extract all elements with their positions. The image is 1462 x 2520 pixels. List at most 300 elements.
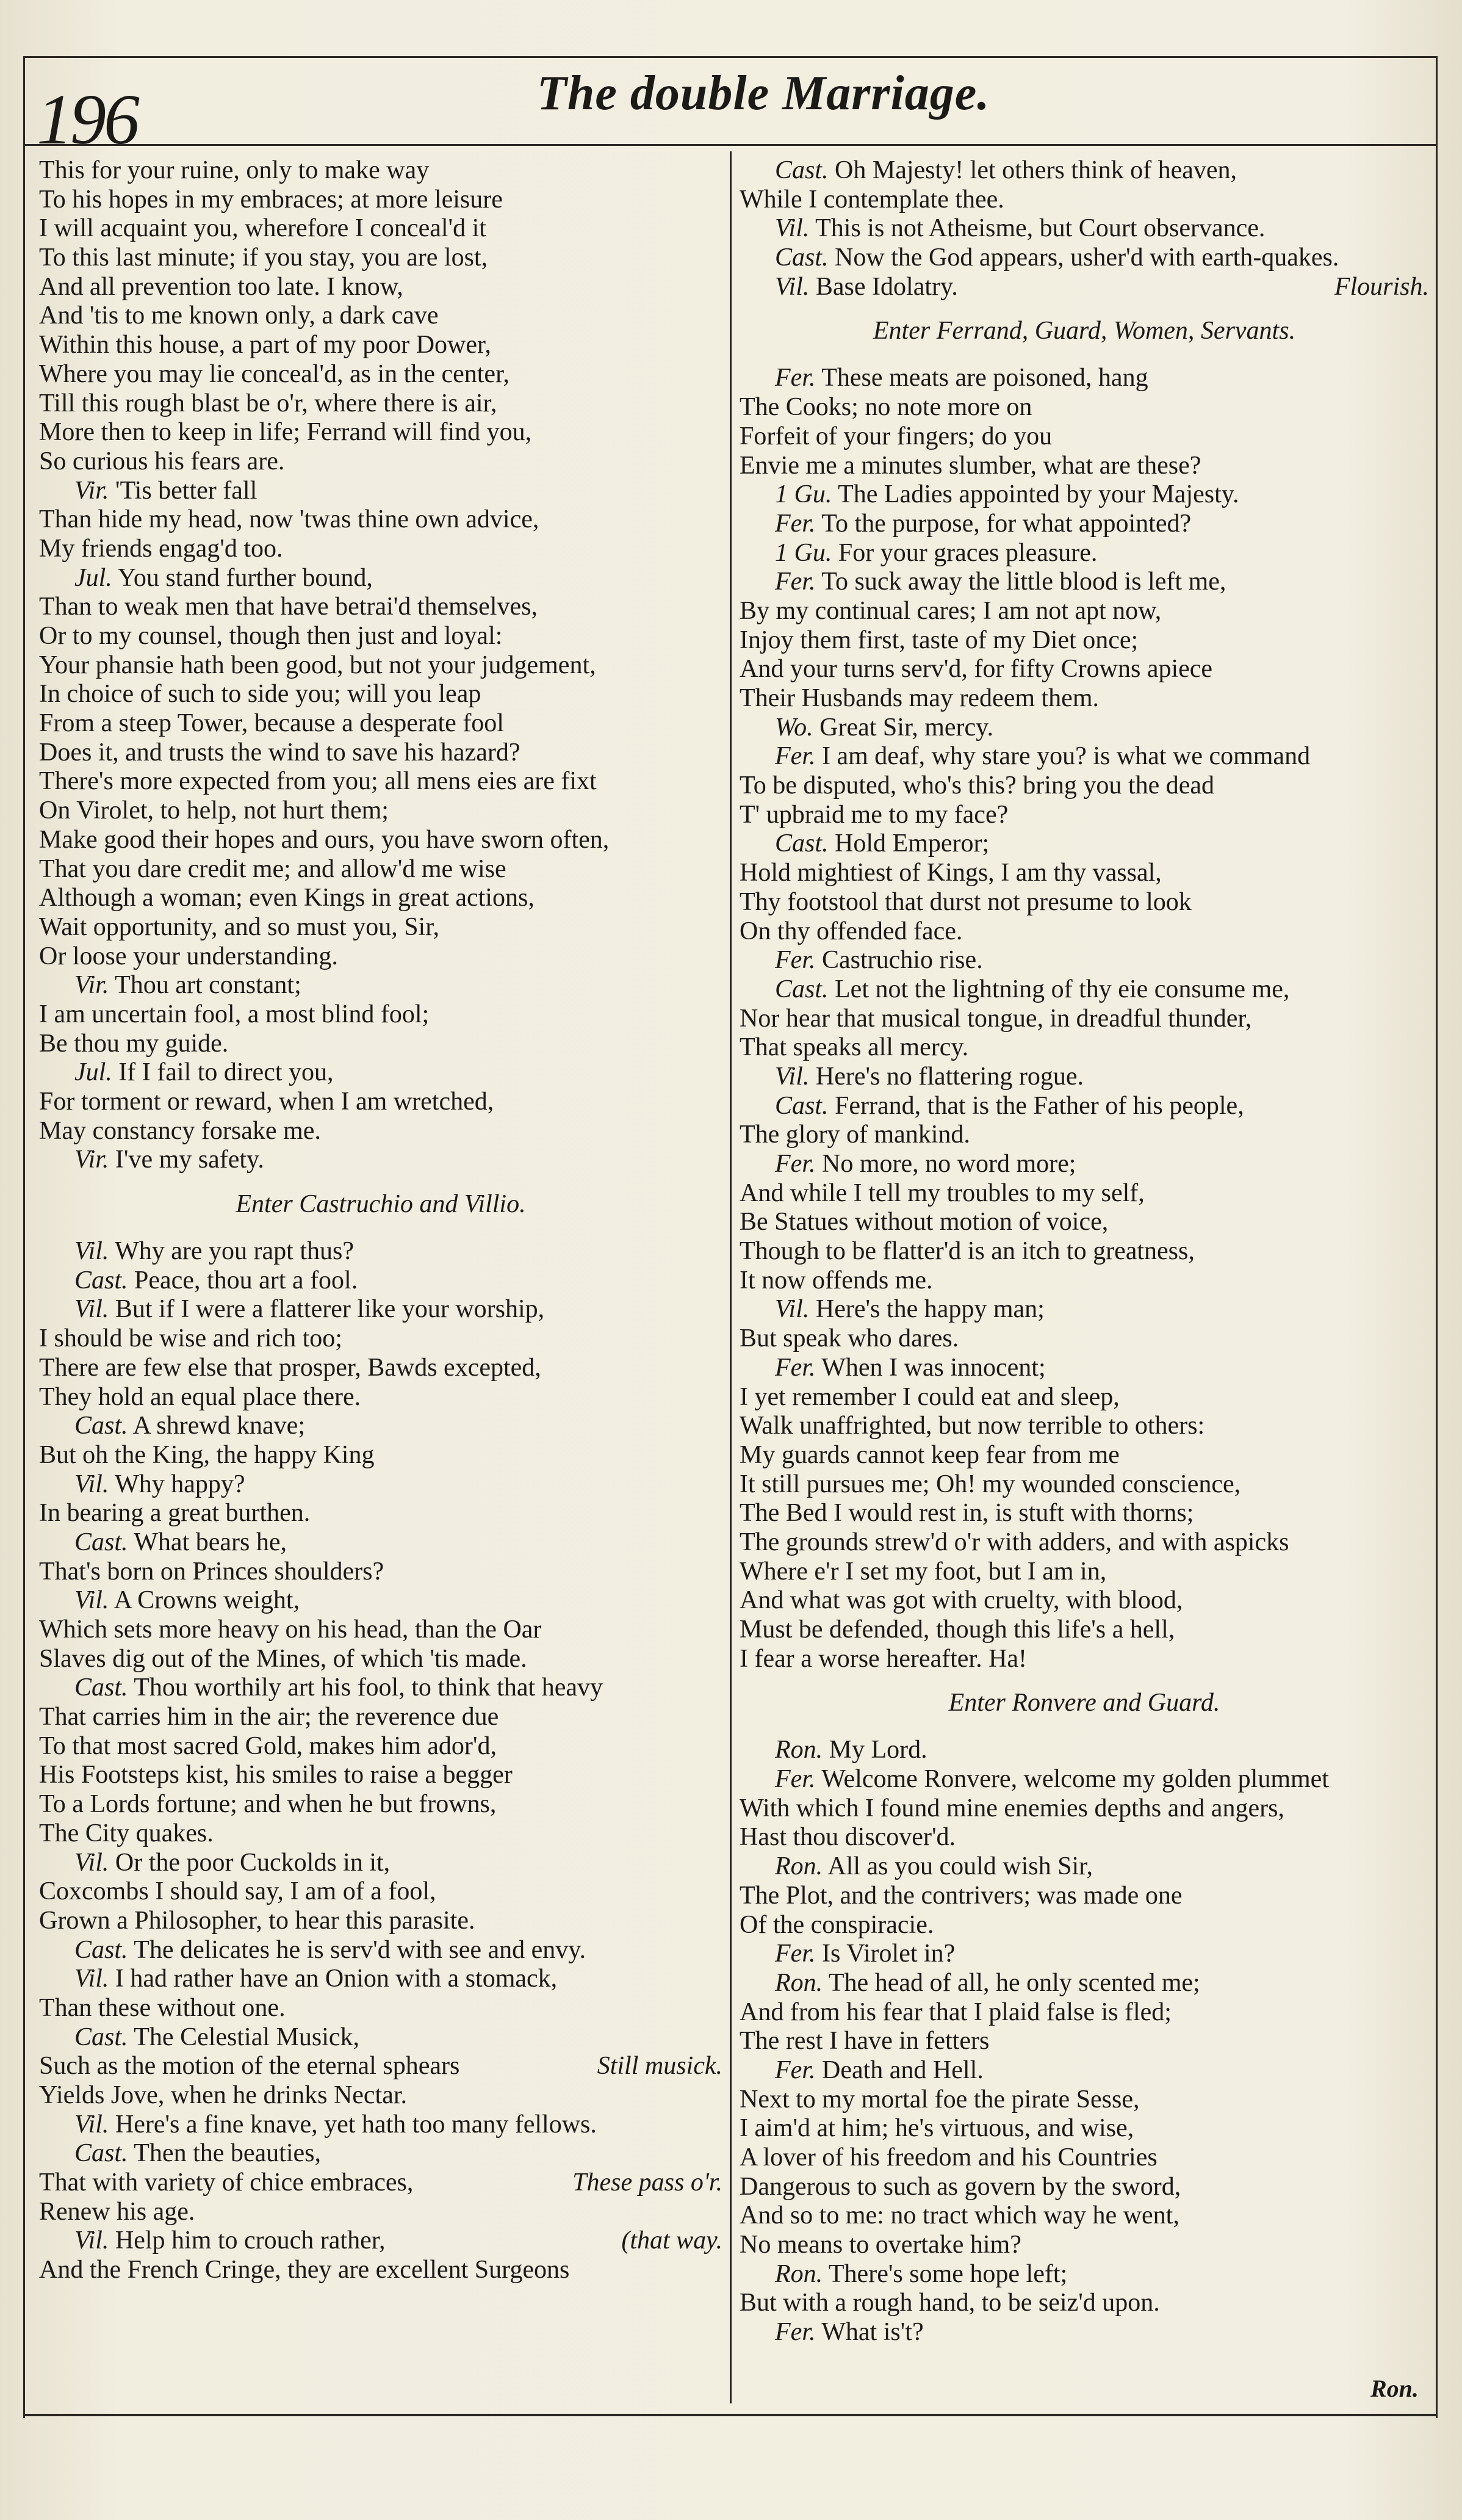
verse-line: [740, 1324, 1429, 1354]
line-text: I should be wise and rich too;: [39, 1324, 342, 1353]
line-text: Till this rough blast be o'r, where there is air,: [39, 389, 497, 417]
speaker-prefix: Vil.: [74, 1848, 109, 1877]
verse-line: [39, 913, 722, 942]
verse-line: [740, 1558, 1429, 1587]
verse-line: [740, 1616, 1429, 1645]
line-text: Is Virolet in?: [822, 1940, 956, 1968]
line-text: The Bed I would rest in, is stuft with thorns;: [740, 1499, 1194, 1528]
line-text: The glory of mankind.: [740, 1121, 970, 1149]
speaker-prefix: Cast.: [74, 1673, 128, 1702]
verse-line: [740, 888, 1429, 917]
marginal-direction: Still musick.: [597, 2052, 722, 2081]
speaker-prefix: Fer.: [775, 364, 816, 392]
speaker-prefix: Fer.: [775, 568, 816, 596]
verse-line: [740, 1412, 1429, 1441]
line-text: Dangerous to such as govern by the sword,: [740, 2172, 1181, 2201]
stage-direction: [39, 1186, 722, 1222]
verse-line: [39, 1616, 722, 1645]
verse-line: [39, 651, 722, 681]
line-text: By my continual cares; I am not apt now,: [740, 596, 1162, 625]
speech-line: [740, 1852, 1429, 1882]
speaker-prefix: Wo.: [775, 713, 813, 742]
speech-line: [740, 568, 1429, 597]
line-text: In bearing a great burthen.: [39, 1499, 311, 1528]
verse-line: [39, 1383, 722, 1412]
line-text: And the French Cringe, they are excellent Surgeons: [39, 2256, 570, 2284]
speech-line: [39, 1528, 722, 1558]
speech-line: [39, 1237, 722, 1266]
line-text: I am deaf, why stare you? is what we command: [822, 742, 1311, 771]
line-text: I fear a worse hereafter. Ha!: [740, 1644, 1028, 1673]
marginal-direction: Flourish.: [1334, 272, 1429, 301]
verse-line: [39, 855, 722, 884]
verse-line: [39, 680, 722, 709]
verse-line: [39, 1030, 722, 1059]
verse-line: [39, 1732, 722, 1761]
line-text: To the purpose, for what appointed?: [821, 509, 1192, 538]
line-text: Hold Emperor;: [835, 829, 990, 858]
verse-line: [39, 389, 722, 419]
speaker-prefix: Vir.: [74, 476, 109, 505]
verse-line: [39, 1354, 722, 1383]
verse-line: [39, 2081, 722, 2110]
stage-direction-text: Enter Ferrand, Guard, Women, Servants.: [873, 317, 1296, 345]
catchword: Ron.: [1370, 2375, 1419, 2402]
verse-line: [39, 273, 722, 302]
speech-line: [740, 1940, 1429, 1969]
verse-line: [39, 214, 722, 244]
speaker-prefix: Ron.: [775, 1852, 823, 1881]
verse-line: [740, 1383, 1429, 1412]
line-text: Slaves dig out of the Mines, of which 'tis made.: [39, 1644, 527, 1673]
line-text: Which sets more heavy on his head, than the Oar: [39, 1616, 542, 1644]
verse-line: [740, 684, 1429, 713]
speaker-prefix: Vil.: [775, 272, 810, 301]
line-text: I yet remember I could eat and sleep,: [740, 1382, 1120, 1411]
verse-line: [740, 186, 1429, 215]
verse-line: [39, 244, 722, 273]
line-text: They hold an equal place there.: [39, 1382, 361, 1411]
line-text: There's some hope left;: [828, 2259, 1068, 2288]
verse-line: [39, 942, 722, 972]
speech-line: [740, 1969, 1429, 1998]
speaker-prefix: Fer.: [775, 2056, 816, 2084]
verse-line: [740, 2289, 1429, 2318]
verse-line: [740, 2173, 1429, 2202]
line-text: Ferrand, that is the Father of his people,: [835, 1091, 1244, 1120]
speech-line: [740, 273, 1429, 302]
speaker-prefix: Fer.: [775, 1150, 816, 1178]
verse-line: [39, 796, 722, 826]
line-text: For torment or reward, when I am wretched,: [39, 1088, 494, 1116]
line-text: And so to me: no tract which way he went,: [740, 2201, 1179, 2230]
speaker-prefix: Cast.: [74, 1528, 128, 1556]
verse-line: [39, 1877, 722, 1907]
line-text: That you dare credit me; and allow'd me wise: [39, 854, 506, 883]
verse-line: [39, 1499, 722, 1528]
speaker-prefix: Cast.: [74, 1935, 128, 1964]
line-text: The Cooks; no note more on: [740, 393, 1032, 422]
line-text: Your phansie hath been good, but not your judgement,: [39, 651, 596, 679]
line-text: My Lord.: [829, 1736, 927, 1764]
right-border-rule: [1436, 56, 1438, 2418]
line-text: The Plot, and the contrivers; was made one: [740, 1881, 1183, 1910]
verse-line: [740, 917, 1429, 947]
verse-line: [740, 2114, 1429, 2143]
speech-line: [39, 1673, 722, 1703]
line-text: But speak who dares.: [740, 1324, 959, 1353]
line-text: The City quakes.: [39, 1819, 214, 1847]
line-text: I've my safety.: [115, 1146, 264, 1174]
speech-line: [39, 477, 722, 506]
column-divider: [730, 151, 732, 2403]
verse-line: [740, 1586, 1429, 1616]
speaker-prefix: Vil.: [74, 1237, 109, 1266]
line-text: Be Statues without motion of voice,: [740, 1208, 1109, 1237]
speaker-prefix: Vil.: [775, 214, 810, 243]
speech-line: [740, 1736, 1429, 1765]
line-text: Hold mightiest of Kings, I am thy vassal,: [740, 859, 1162, 887]
line-text: It still pursues me; Oh! my wounded conscience,: [740, 1470, 1241, 1498]
verse-line: [39, 2256, 722, 2285]
line-text: But if I were a flatterer like your worship,: [115, 1295, 545, 1324]
verse-line: [39, 1994, 722, 2023]
speech-line: [740, 1092, 1429, 1121]
line-text: Injoy them first, taste of my Diet once;: [740, 626, 1139, 654]
verse-line: [39, 1117, 722, 1146]
verse-line: [39, 360, 722, 389]
speaker-prefix: Cast.: [775, 829, 829, 858]
stage-direction-text: Enter Ronvere and Guard.: [948, 1689, 1220, 1717]
line-text: Than hide my head, now 'twas thine own advice,: [39, 505, 539, 534]
speaker-prefix: Fer.: [775, 1353, 816, 1382]
verse-line: [740, 1033, 1429, 1063]
line-text: T' upbraid me to my face?: [740, 800, 1009, 829]
line-text: Than these without one.: [39, 1993, 286, 2022]
verse-line: [740, 452, 1429, 481]
speaker-prefix: Vil.: [775, 1295, 810, 1324]
speech-line: [39, 1295, 722, 1324]
line-text: A Crowns weight,: [113, 1586, 300, 1615]
speaker-prefix: Ron.: [775, 1736, 823, 1764]
line-text: Their Husbands may redeem them.: [740, 684, 1099, 712]
line-text: There's more expected from you; all mens eies are fixt: [39, 767, 597, 796]
line-text: This is not Atheisme, but Court observance.: [815, 214, 1266, 243]
speech-line: [740, 244, 1429, 273]
line-text: Hast thou discover'd.: [740, 1823, 956, 1852]
speaker-prefix: Fer.: [775, 1765, 816, 1794]
verse-line: [39, 1790, 722, 1819]
line-text: Nor hear that musical tongue, in dreadful thunder,: [740, 1004, 1252, 1033]
speech-line: [39, 2139, 722, 2168]
speaker-prefix: Vil.: [74, 2110, 109, 2139]
verse-line: [740, 1208, 1429, 1237]
line-text: Be thou my guide.: [39, 1029, 229, 1058]
stage-direction: [740, 1684, 1429, 1721]
speech-line: [740, 364, 1429, 393]
verse-line: [39, 156, 722, 186]
line-text: And all prevention too late. I know,: [39, 272, 403, 301]
verse-line: [39, 622, 722, 651]
speaker-prefix: Ron.: [775, 2259, 823, 2288]
line-text: But with a rough hand, to be seiz'd upon.: [740, 2289, 1160, 2317]
speech-line: [740, 1063, 1429, 1092]
verse-line: [740, 1645, 1429, 1674]
line-text: Oh Majesty! let others think of heaven,: [835, 156, 1237, 184]
line-text: Or to my counsel, though then just and loyal:: [39, 622, 503, 650]
speaker-prefix: Vil.: [74, 1295, 109, 1324]
line-text: There are few else that prosper, Bawds excepted,: [39, 1353, 541, 1382]
speech-line: [39, 971, 722, 1000]
verse-line: [39, 505, 722, 535]
verse-line: [39, 418, 722, 447]
verse-line: [39, 1907, 722, 1936]
line-text: Although a woman; even Kings in great actions,: [39, 884, 535, 912]
line-text: To a Lords fortune; and when he but frowns,: [39, 1790, 497, 1819]
verse-line: [39, 1761, 722, 1790]
line-text: Death and Hell.: [822, 2056, 984, 2084]
line-text: The head of all, he only scented me;: [828, 1968, 1200, 1997]
line-text: Welcome Ronvere, welcome my golden plummet: [821, 1765, 1329, 1794]
line-text: Wait opportunity, and so must you, Sir,: [39, 912, 440, 941]
line-text: All as you could wish Sir,: [827, 1852, 1093, 1881]
verse-line: [740, 1179, 1429, 1208]
speech-line: [740, 2056, 1429, 2085]
verse-line: [740, 1499, 1429, 1528]
line-text: A shrewd knave;: [132, 1412, 305, 1440]
verse-line: [740, 393, 1429, 422]
verse-line: [39, 2052, 722, 2081]
speech-line: [740, 156, 1429, 186]
speech-line: [39, 2023, 722, 2052]
verse-line: [39, 535, 722, 564]
line-text: So curious his fears are.: [39, 447, 285, 475]
line-text: On Virolet, to help, not hurt them;: [39, 796, 389, 825]
verse-line: [740, 2143, 1429, 2173]
speaker-prefix: Vir.: [74, 971, 109, 1000]
speaker-prefix: Vir.: [74, 1146, 109, 1174]
line-text: Now the God appears, usher'd with earth-quakes.: [835, 244, 1339, 272]
speech-line: [740, 742, 1429, 771]
verse-line: [740, 1005, 1429, 1034]
verse-line: [39, 301, 722, 331]
speaker-prefix: Ron.: [775, 1968, 823, 1997]
speech-line: [740, 214, 1429, 244]
verse-line: [740, 626, 1429, 655]
speaker-prefix: Cast.: [775, 1091, 829, 1120]
speech-line: [39, 1266, 722, 1296]
line-text: Such as the motion of the eternal sphears: [39, 2052, 460, 2081]
line-text: To this last minute; if you stay, you are lost,: [39, 244, 488, 272]
line-text: The Celestial Musick,: [134, 2023, 360, 2051]
verse-line: [740, 1998, 1429, 2027]
line-text: The Ladies appointed by your Majesty.: [838, 480, 1239, 509]
line-text: That carries him in the air; the reverence due: [39, 1703, 499, 1731]
verse-line: [39, 2198, 722, 2227]
verse-line: [39, 1819, 722, 1849]
speech-line: [740, 1765, 1429, 1794]
line-text: Why are you rapt thus?: [115, 1237, 355, 1266]
verse-line: [39, 1000, 722, 1030]
line-text: Why happy?: [115, 1470, 245, 1498]
line-text: That speaks all mercy.: [740, 1033, 969, 1062]
line-text: You stand further bound,: [117, 563, 373, 592]
line-text: This for your ruine, only to make way: [39, 156, 430, 184]
speaker-prefix: 1 Gu.: [775, 480, 832, 509]
verse-line: [740, 1266, 1429, 1296]
speaker-prefix: Jul.: [74, 1058, 112, 1087]
verse-line: [39, 447, 722, 477]
verse-line: [39, 1703, 722, 1732]
line-text: And what was got with cruelty, with blood,: [740, 1586, 1183, 1615]
line-text: Walk unaffrighted, but now terrible to others:: [740, 1412, 1205, 1440]
line-text: Envie me a minutes slumber, what are these?: [740, 451, 1201, 480]
verse-line: [39, 1558, 722, 1587]
line-text: Thou worthily art his fool, to think that heavy: [134, 1673, 603, 1702]
verse-line: [39, 1088, 722, 1117]
line-text: Here's a fine knave, yet hath too many fellows.: [115, 2110, 597, 2139]
speaker-prefix: Cast.: [74, 2139, 128, 2168]
verse-line: [740, 1470, 1429, 1500]
line-text: For your graces pleasure.: [838, 538, 1098, 567]
line-text: Peace, thou art a fool.: [134, 1266, 358, 1294]
line-text: Help him to crouch rather,: [115, 2226, 386, 2255]
speaker-prefix: Fer.: [775, 2318, 816, 2347]
verse-line: [740, 2201, 1429, 2231]
speech-line: [740, 1295, 1429, 1324]
line-text: Next to my mortal foe the pirate Sesse,: [740, 2085, 1140, 2114]
line-text: And 'tis to me known only, a dark cave: [39, 301, 439, 330]
verse-line: [39, 1324, 722, 1354]
verse-line: [740, 1911, 1429, 1940]
stage-direction: [740, 312, 1429, 349]
line-text: When I was innocent;: [821, 1353, 1046, 1382]
line-text: May constancy forsake me.: [39, 1116, 321, 1145]
line-text: If I fail to direct you,: [118, 1058, 334, 1087]
line-text: What is't?: [821, 2318, 924, 2347]
line-text: Grown a Philosopher, to hear this parasite.: [39, 1906, 475, 1935]
verse-line: [39, 186, 722, 215]
verse-line: [740, 1794, 1429, 1824]
line-text: My guards cannot keep fear from me: [740, 1440, 1120, 1469]
line-text: While I contemplate thee.: [740, 185, 1004, 214]
line-text: Where you may lie conceal'd, as in the center,: [39, 359, 510, 388]
left-border-rule: [23, 56, 25, 2418]
speaker-prefix: Cast.: [74, 2023, 128, 2051]
verse-line: [740, 1237, 1429, 1266]
top-rule: [23, 56, 1438, 58]
speaker-prefix: Cast.: [775, 244, 829, 272]
speech-line: [39, 1470, 722, 1500]
page-number: 196: [37, 79, 137, 159]
line-text: Let not the lightning of thy eie consume me,: [835, 975, 1290, 1003]
speaker-prefix: Fer.: [775, 742, 816, 771]
line-text: The delicates he is serv'd with see and envy.: [134, 1935, 586, 1964]
line-text: And your turns serv'd, for fifty Crowns apiece: [740, 655, 1213, 684]
line-text: It now offends me.: [740, 1266, 933, 1294]
line-text: I am uncertain fool, a most blind fool;: [39, 1000, 430, 1028]
speaker-prefix: Cast.: [775, 975, 829, 1003]
line-text: Thou art constant;: [115, 971, 301, 1000]
speech-line: [39, 2226, 722, 2256]
line-text: Here's the happy man;: [815, 1295, 1045, 1324]
speech-line: [39, 1849, 722, 1878]
verse-line: [740, 597, 1429, 626]
verse-line: [740, 655, 1429, 684]
speaker-prefix: Fer.: [775, 1940, 816, 1968]
speech-line: [39, 1965, 722, 1994]
speech-line: [740, 539, 1429, 568]
line-text: The grounds strew'd o'r with adders, and with aspicks: [740, 1528, 1289, 1556]
line-text: Great Sir, mercy.: [819, 713, 993, 742]
line-text: And from his fear that I plaid false is fled;: [740, 1998, 1172, 2026]
marginal-direction: (that way.: [621, 2226, 722, 2255]
line-text: A lover of his freedom and his Countries: [740, 2143, 1158, 2172]
speaker-prefix: Cast.: [775, 156, 829, 184]
bottom-rule: [23, 2414, 1438, 2416]
line-text: To his hopes in my embraces; at more leisure: [39, 185, 503, 214]
line-text: Here's no flattering rogue.: [815, 1062, 1084, 1091]
line-text: Yields Jove, when he drinks Nectar.: [39, 2081, 408, 2109]
line-text: Where e'r I set my foot, but I am in,: [740, 1557, 1107, 1586]
verse-line: [740, 2231, 1429, 2260]
line-text: Make good their hopes and ours, you have sworn often,: [39, 825, 610, 854]
speech-line: [740, 1150, 1429, 1179]
line-text: Within this house, a part of my poor Dower,: [39, 331, 491, 359]
speaker-prefix: Cast.: [74, 1412, 128, 1440]
line-text: To that most sacred Gold, makes him ador'd,: [39, 1731, 497, 1760]
verse-line: [39, 1441, 722, 1470]
line-text: The rest I have in fetters: [740, 2027, 990, 2056]
speech-line: [740, 2318, 1429, 2347]
speaker-prefix: Vil.: [74, 1470, 109, 1498]
verse-line: [39, 2168, 722, 2198]
verse-line: [740, 1823, 1429, 1852]
verse-line: [740, 2027, 1429, 2056]
line-text: And while I tell my troubles to my self,: [740, 1179, 1145, 1207]
header-rule: [23, 144, 1438, 146]
line-text: Castruchio rise.: [822, 946, 983, 975]
line-text: My friends engag'd too.: [39, 534, 283, 563]
speech-line: [740, 510, 1429, 539]
speaker-prefix: Vil.: [74, 1586, 109, 1615]
line-text: His Footsteps kist, his smiles to raise a begger: [39, 1761, 513, 1789]
running-title: The double Marriage.: [537, 67, 990, 120]
speech-line: [740, 946, 1429, 975]
verse-line: [39, 331, 722, 360]
verse-line: [740, 771, 1429, 801]
verse-line: [740, 422, 1429, 452]
speech-line: [39, 2110, 722, 2140]
verse-line: [740, 1121, 1429, 1150]
speaker-prefix: Cast.: [74, 1266, 128, 1294]
left-text-column: [39, 156, 722, 2285]
speaker-prefix: Fer.: [775, 946, 816, 975]
line-text: Coxcombs I should say, I am of a fool,: [39, 1877, 436, 1906]
line-text: These meats are poisoned, hang: [821, 364, 1148, 392]
line-text: Renew his age.: [39, 2197, 195, 2226]
speech-line: [740, 480, 1429, 510]
marginal-direction: These pass o'r.: [572, 2168, 722, 2197]
verse-line: [740, 801, 1429, 830]
speech-line: [39, 1936, 722, 1965]
line-text: 'Tis better fall: [115, 476, 257, 505]
line-text: I will acquaint you, wherefore I conceal'd it: [39, 214, 486, 243]
line-text: Base Idolatry.: [815, 272, 958, 301]
line-text: But oh the King, the happy King: [39, 1440, 375, 1469]
speaker-prefix: Vil.: [775, 1062, 810, 1091]
line-text: That's born on Princes shoulders?: [39, 1557, 384, 1586]
